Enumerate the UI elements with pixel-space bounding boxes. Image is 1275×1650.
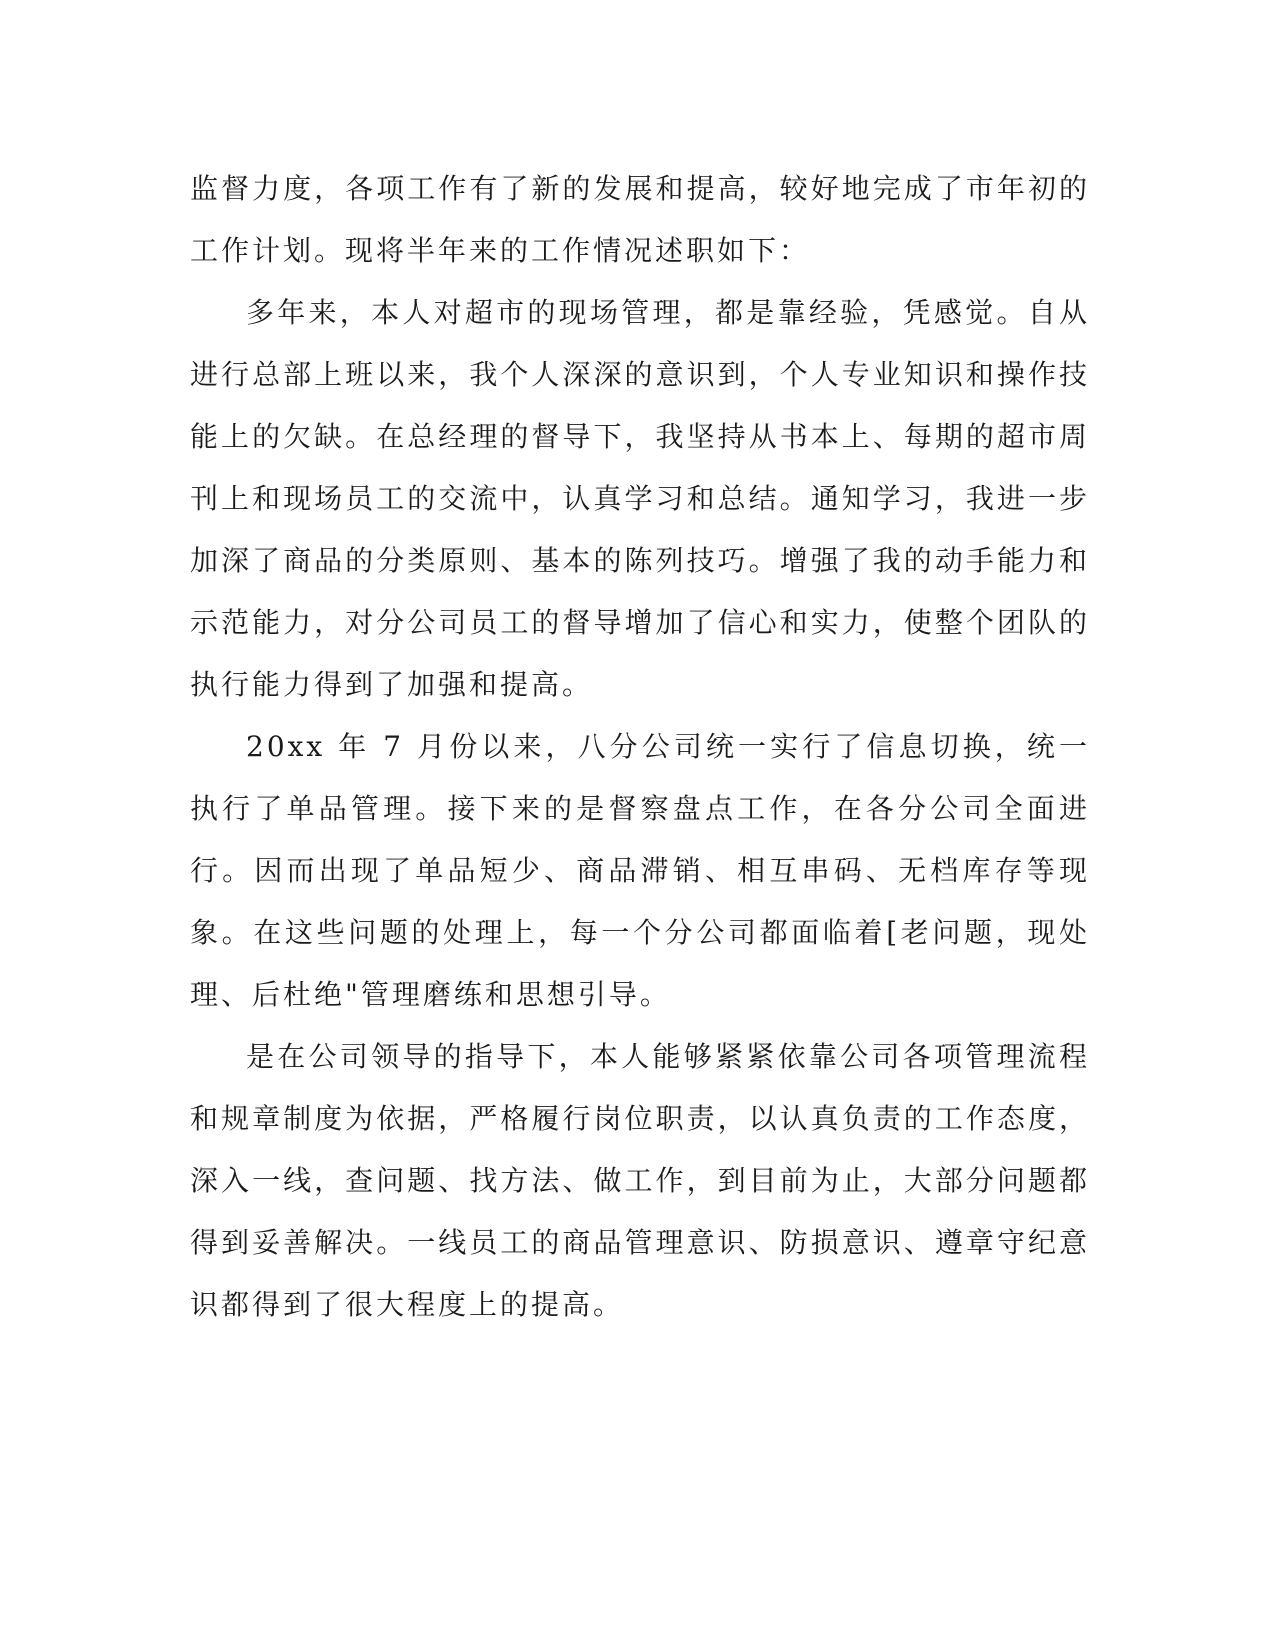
paragraph-3: 20xx 年 7 月份以来，八分公司统一实行了信息切换，统一执行了单品管理。接下来的是督察盘点工作，在各分公司全面进行。因而出现了单品短少、商品滞销、相互串码、无档库存等现象。在这些问题的处理上，每一个分公司都面临着[老问题，现处理、后杜绝"管理磨练和思想引导。: [190, 730, 1090, 1011]
paragraph-4: 是在公司领导的指导下，本人能够紧紧依靠公司各项管理流程和规章制度为依据，严格履行岗位职责，以认真负责的工作态度，深入一线，查问题、找方法、做工作，到目前为止，大部分问题都得到妥善解决。一线员工的商品管理意识、防损意识、遵章守纪意识都得到了很大程度上的提高。: [190, 1040, 1090, 1321]
paragraph-2: 多年来，本人对超市的现场管理，都是靠经验，凭感觉。自从进行总部上班以来，我个人深深的意识到，个人专业知识和操作技能上的欠缺。在总经理的督导下，我坚持从书本上、每期的超市周刊上和现场员工的交流中，认真学习和总结。通知学习，我进一步加深了商品的分类原则、基本的陈列技巧。增强了我的动手能力和示范能力，对分公司员工的督导增加了信心和实力，使整个团队的执行能力得到了加强和提高。: [190, 296, 1090, 701]
paragraph-1: 监督力度，各项工作有了新的发展和提高，较好地完成了市年初的工作计划。现将半年来的工作情况述职如下：: [190, 172, 1090, 267]
document-body: [190, 158, 1090, 1336]
